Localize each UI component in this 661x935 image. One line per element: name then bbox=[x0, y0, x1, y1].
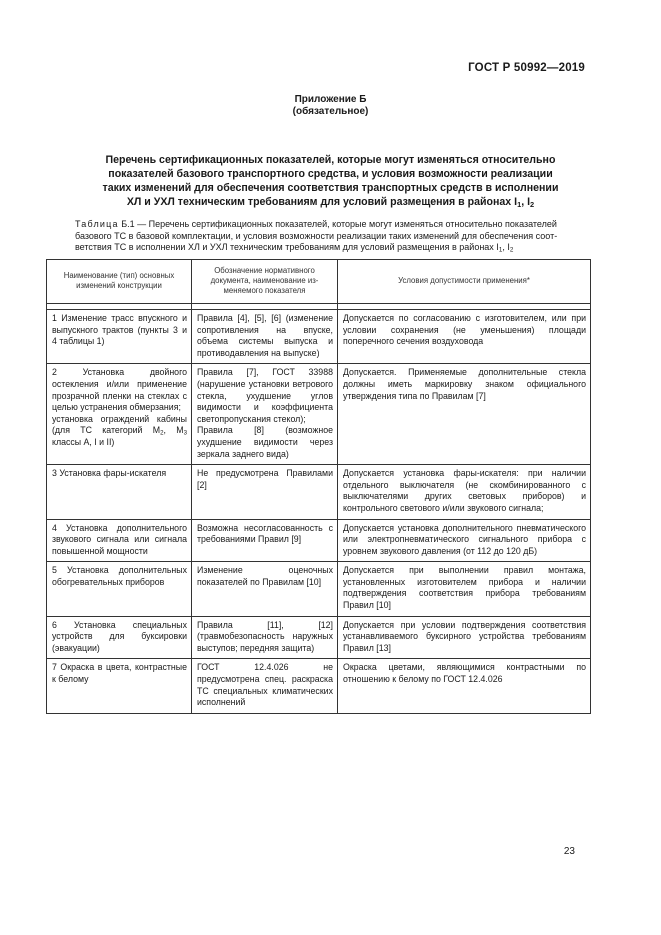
cell-change: 5 Установка дополнительных обогревательных приборов bbox=[47, 562, 192, 616]
table-row bbox=[47, 465, 591, 519]
annex-status: (обязательное) bbox=[292, 106, 369, 117]
list-title bbox=[75, 153, 586, 209]
cell-condition: Допускается при выполнении правил монтажа, установленных изготовителем прибора и наличии подтверждения соответствия прибора требованиям Правил [10] bbox=[338, 562, 591, 616]
cell-condition: Допускается установка дополнительного пневматического или электропневматического сигнального прибора с уровнем звукового давления (от 112 до 120 дБ) bbox=[338, 519, 591, 562]
cell-condition: Допускается установка фары-искателя: при наличии отдельного выключателя (не скомбинированного с выключателями других световых приборов) и контрольного светового и/или звукового сигнала; bbox=[338, 465, 591, 519]
cell-condition: Окраска цветами, являющимися контрастными по отношению к белому по ГОСТ 12.4.026 bbox=[338, 659, 591, 713]
cell-change: 4 Установка дополнительного звукового сигнала или сигнала повышенной мощности bbox=[47, 519, 192, 562]
cell-change: 1 Изменение трасс впускного и выпускного трактов (пункты 3 и 4 таблицы 1) bbox=[47, 310, 192, 364]
table-row bbox=[47, 562, 591, 616]
list-title-line: показателей базового транспортного средства, и условия возможности реализации bbox=[108, 168, 553, 180]
cell-change: 7 Окраска в цвета, контрастные к белому bbox=[47, 659, 192, 713]
cell-document: Правила [7], ГОСТ 33988 (нарушение установки ветрового стекла, ухудшение углов видимости и коэффициента светопропускания стекол); Правила [8] (возможное ухудшение видимости через зеркала заднего вида) bbox=[192, 364, 338, 465]
table-row bbox=[47, 310, 591, 364]
table-row bbox=[47, 616, 591, 659]
cell-change: 3 Установка фары-искателя bbox=[47, 465, 192, 519]
list-title-line: Перечень сертификационных показателей, которые могут изменяться относительно bbox=[105, 154, 556, 166]
header-normative-document: Обозначение нормативного документа, наименование из- меняемого показателя bbox=[192, 260, 338, 304]
page-number: 23 bbox=[563, 846, 575, 857]
table-row bbox=[47, 659, 591, 713]
annex-heading bbox=[0, 94, 661, 118]
cell-condition: Допускается по согласованию с изготовителем, или при условии сохранения (не уменьшения) площади поперечного сечения воздуховода bbox=[338, 310, 591, 364]
table-row bbox=[47, 519, 591, 562]
cell-change: 6 Установка специальных устройств для буксировки (эвакуации) bbox=[47, 616, 192, 659]
cell-document: Возможна несогласованность с требованиями Правил [9] bbox=[192, 519, 338, 562]
table-row bbox=[47, 364, 591, 465]
cell-document: Изменение оценочных показателей по Правилам [10] bbox=[192, 562, 338, 616]
cell-document: Правила [4], [5], [6] (изменение сопротивления на впуске, объема системы выпуска и противодавления на выпуске) bbox=[192, 310, 338, 364]
caption-line: базового ТС в базовой комплектации, и условия возможности реализации таких изменений для обеспечения соот- bbox=[75, 230, 558, 241]
caption-line: ветствия ТС в исполнении ХЛ и УХЛ техническим требованиям для условий размещения в районах $I_1$, $I_2$ bbox=[75, 242, 514, 254]
cell-change: 2 Установка двойного остекления и/или применение прозрачной пленки на стеклах с целью устранения обмерзания; установка ограждений кабины (для ТС категорий $М_2$, $М_3$ классы А, I и II) bbox=[47, 364, 192, 465]
header-conditions: Условия допустимости применения* bbox=[338, 260, 591, 304]
cell-document: ГОСТ 12.4.026 не предусмотрена спец. раскраска ТС специальных климатических исполнений bbox=[192, 659, 338, 713]
cell-condition: Допускается при условии подтверждения соответствия устанавливаемого буксирного устройства требованиям Правил [13] bbox=[338, 616, 591, 659]
cell-condition: Допускается. Применяемые дополнительные стекла должны иметь маркировку знаком официального утверждения типа по Правилам [7] bbox=[338, 364, 591, 465]
table-caption bbox=[75, 219, 586, 254]
cell-document: Правила [11], [12] (травмобезопасность наружных выступов; передняя защита) bbox=[192, 616, 338, 659]
table-header-row bbox=[47, 260, 591, 304]
header-construction-change: Наименование (тип) основных изменений конструкции bbox=[47, 260, 192, 304]
list-title-line: таких изменений для обеспечения соответствия транспортных средств в исполнении bbox=[102, 182, 559, 194]
annex-title: Приложение Б bbox=[294, 94, 367, 105]
cell-document: Не предусмотрена Правилами [2] bbox=[192, 465, 338, 519]
list-title-line: ХЛ и УХЛ техническим требованиям для условий размещения в районах $I_1$, $I_2$ bbox=[126, 196, 535, 209]
document-number: ГОСТ Р 50992—2019 bbox=[468, 62, 585, 74]
certification-table bbox=[46, 259, 591, 714]
caption-line: Таблица Б.1 — Перечень сертификационных показателей, которые могут изменяться относительно показателей bbox=[75, 219, 557, 229]
